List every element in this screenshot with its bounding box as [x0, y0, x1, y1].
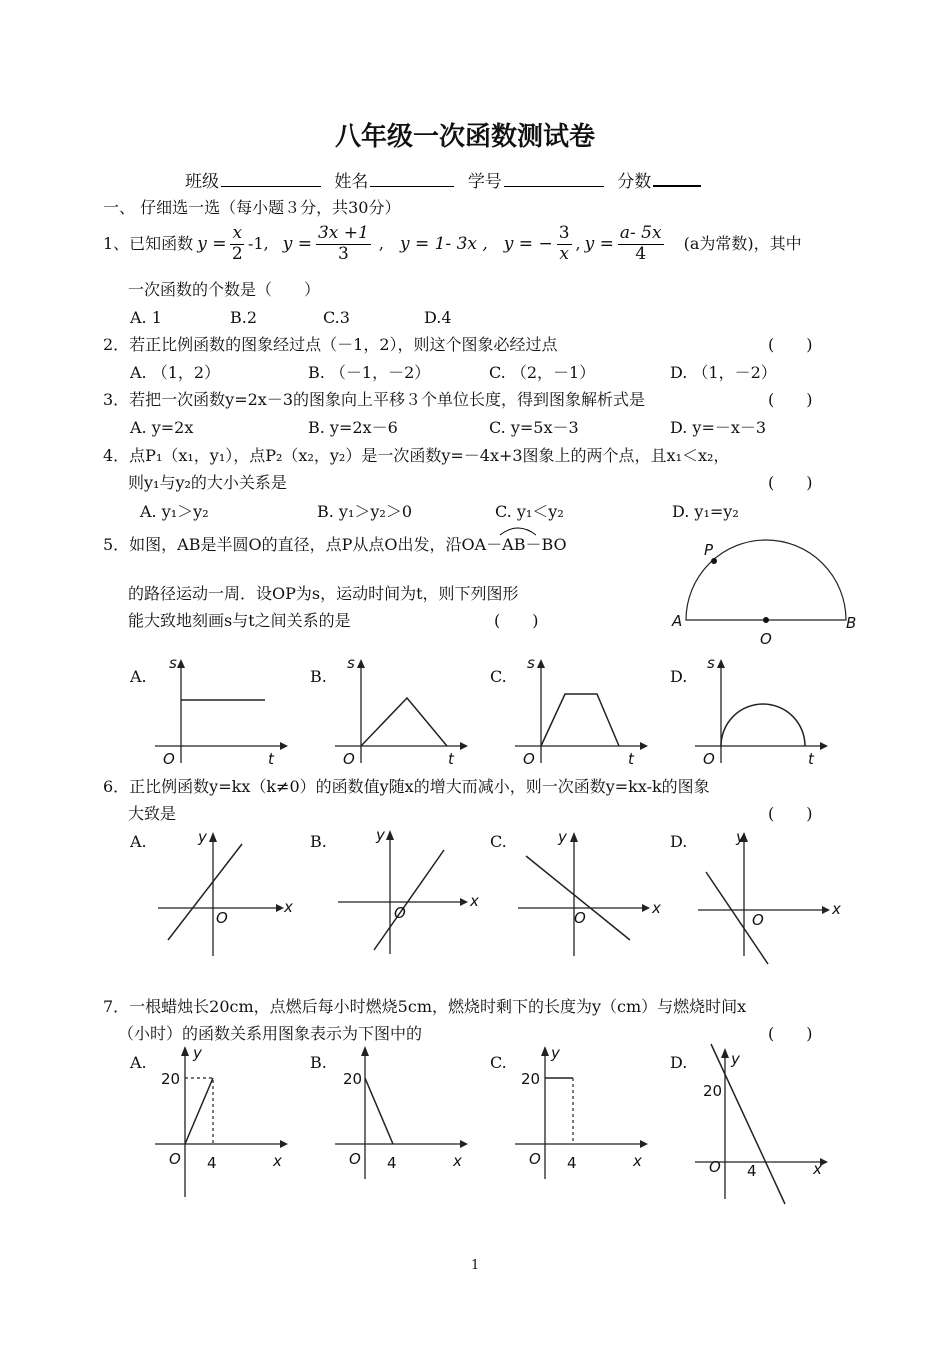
- q3-text: 3．若把一次函数y=2x－3的图象向上平移３个单位长度，得到图象解析式是: [103, 390, 646, 409]
- q5-graph-d: [695, 654, 835, 768]
- q5-graph-a: [155, 654, 295, 768]
- svg-text:y: y: [736, 828, 745, 846]
- q1-line2: 一次函数的个数是（ ）: [128, 280, 321, 299]
- q7-answer-paren[interactable]: ( ): [768, 1024, 813, 1043]
- svg-text:4: 4: [567, 1154, 577, 1172]
- svg-text:y: y: [193, 1044, 202, 1062]
- q7-graph-a: [155, 1044, 305, 1199]
- q1-option-a[interactable]: A. 1: [130, 308, 162, 327]
- q5-option-c[interactable]: C.: [490, 667, 507, 686]
- q2-answer-paren[interactable]: ( ): [768, 335, 813, 354]
- q1-option-c[interactable]: C.3: [323, 308, 350, 327]
- q7-graph-d: [695, 1044, 845, 1209]
- svg-text:O: O: [574, 909, 586, 927]
- q5-option-b[interactable]: B.: [310, 667, 327, 686]
- q1-f3: y = 1- 3x ,: [399, 233, 488, 254]
- number-label: 学号: [467, 172, 502, 192]
- q1-y4: y = −: [503, 233, 553, 254]
- page-number: 1: [471, 1258, 480, 1273]
- svg-text:s: s: [169, 654, 177, 672]
- q1-y1: y =: [197, 233, 227, 254]
- label-a: A: [672, 612, 683, 630]
- number-blank[interactable]: [504, 172, 604, 187]
- q6-option-d[interactable]: D.: [670, 832, 688, 851]
- score-label: 分数: [617, 172, 652, 192]
- q7-option-b[interactable]: B.: [310, 1053, 327, 1072]
- q1-y2: y =: [282, 233, 312, 254]
- svg-text:x: x: [470, 892, 479, 910]
- svg-text:O: O: [752, 911, 764, 929]
- svg-text:y: y: [198, 828, 207, 846]
- q1-frac1: $\frac{x}{2}$: [231, 223, 243, 264]
- q6-graph-c: [518, 828, 668, 963]
- q2-text: 2．若正比例函数的图象经过点（－1，2），则这个图象必经过点: [103, 335, 558, 354]
- q4-option-a[interactable]: A. y₁＞y₂: [140, 502, 209, 521]
- q7-option-a[interactable]: A.: [130, 1053, 147, 1072]
- q6-option-b[interactable]: B.: [310, 832, 327, 851]
- q5-option-d[interactable]: D.: [670, 667, 688, 686]
- q3-option-c[interactable]: C. y=5x－3: [489, 418, 579, 437]
- graph-line: [361, 698, 447, 746]
- graph-line: [541, 694, 619, 746]
- q4-line1: 4．点P₁（x₁，y₁），点P₂（x₂，y₂）是一次函数y=－4x+3图象上的两个点，且x₁＜x₂，: [103, 446, 730, 465]
- q1-suffix: (a为常数)，其中: [683, 234, 802, 254]
- q1-frac4: $\frac{3}{x}$: [558, 223, 570, 264]
- svg-text:s: s: [527, 654, 535, 672]
- q5-graph-c: [515, 654, 655, 768]
- q1-option-d[interactable]: D.4: [424, 308, 452, 327]
- svg-text:t: t: [268, 750, 274, 768]
- q6-graph-b: [338, 826, 488, 961]
- q5-answer-paren[interactable]: ( ): [494, 611, 539, 630]
- label-p: P: [704, 541, 714, 559]
- q7-line2: （小时）的函数关系用图象表示为下图中的: [118, 1024, 423, 1043]
- svg-text:20: 20: [343, 1070, 363, 1088]
- svg-text:O: O: [216, 909, 228, 927]
- graph-line: [374, 850, 444, 950]
- q6-line1: 6．正比例函数y=kx（k≠0）的函数值y随x的增大而减小，则一次函数y=kx-k的图象: [103, 777, 710, 796]
- q2-option-a[interactable]: A. （1，2）: [130, 363, 221, 382]
- svg-text:s: s: [707, 654, 715, 672]
- svg-text:20: 20: [703, 1082, 723, 1100]
- name-blank[interactable]: [370, 172, 454, 187]
- svg-text:y: y: [731, 1050, 740, 1068]
- q1-prefix: 1、已知函数: [103, 234, 194, 254]
- svg-text:x: x: [633, 1152, 642, 1170]
- score-blank[interactable]: [653, 171, 701, 187]
- svg-text:4: 4: [747, 1162, 757, 1180]
- q7-graph-c: [515, 1044, 665, 1184]
- q1-frac2: $\frac{3x +1}{3}$: [317, 223, 369, 264]
- graph-line: [526, 856, 630, 940]
- svg-text:t: t: [628, 750, 634, 768]
- q7-option-d[interactable]: D.: [670, 1053, 688, 1072]
- graph-line: [185, 1078, 213, 1144]
- svg-text:y: y: [376, 826, 385, 844]
- svg-text:O: O: [709, 1158, 721, 1176]
- q3-option-d[interactable]: D. y=－x－3: [670, 418, 767, 437]
- svg-text:O: O: [343, 750, 355, 768]
- svg-text:s: s: [347, 654, 355, 672]
- svg-text:O: O: [394, 904, 406, 922]
- point-o: [763, 617, 769, 623]
- q7-option-c[interactable]: C.: [490, 1053, 507, 1072]
- svg-text:y: y: [551, 1044, 560, 1062]
- svg-text:O: O: [523, 750, 535, 768]
- svg-text:x: x: [453, 1152, 462, 1170]
- q6-graph-d: [698, 828, 848, 968]
- svg-text:4: 4: [387, 1154, 397, 1172]
- q5-line2: 的路径运动一周．设OP为s，运动时间为t，则下列图形: [128, 584, 519, 603]
- q5-line3: 能大致地刻画s与t之间关系的是: [128, 611, 351, 630]
- q1-y5: y =: [584, 233, 614, 254]
- q6-option-a[interactable]: A.: [130, 832, 147, 851]
- q4-answer-paren[interactable]: ( ): [768, 473, 813, 492]
- svg-text:x: x: [273, 1152, 282, 1170]
- svg-text:y: y: [558, 828, 567, 846]
- q3-option-a[interactable]: A. y=2x: [130, 418, 194, 437]
- q3-option-b[interactable]: B. y=2x－6: [308, 418, 398, 437]
- q2-option-c[interactable]: C. （2，－1）: [489, 363, 596, 382]
- svg-text:20: 20: [521, 1070, 541, 1088]
- q6-answer-paren[interactable]: ( ): [768, 804, 813, 823]
- q1-f1-rest: -1,: [248, 234, 269, 254]
- q4-line2: 则y₁与y₂的大小关系是: [128, 473, 287, 492]
- svg-text:O: O: [349, 1150, 361, 1168]
- arc-symbol: [498, 525, 538, 537]
- graph-line: [365, 1078, 393, 1144]
- q5-arc-ab: AB: [502, 537, 525, 553]
- semicircle-figure: [672, 536, 872, 646]
- svg-text:x: x: [813, 1160, 822, 1178]
- svg-text:O: O: [529, 1150, 541, 1168]
- svg-text:t: t: [448, 750, 454, 768]
- q7-line1: 7．一根蜡烛长20cm，点燃后每小时燃烧5cm，燃烧时剩下的长度为y（cm）与燃烧时间x: [103, 997, 747, 1016]
- q5-option-a[interactable]: A.: [130, 667, 147, 686]
- q6-option-c[interactable]: C.: [490, 832, 507, 851]
- q7-graph-b: [335, 1044, 485, 1184]
- q4-option-d[interactable]: D. y₁=y₂: [672, 502, 739, 521]
- svg-text:O: O: [169, 1150, 181, 1168]
- svg-text:O: O: [703, 750, 715, 768]
- graph-line: [168, 844, 242, 940]
- q2-option-b[interactable]: B. （－1，－2）: [308, 363, 431, 382]
- q4-option-b[interactable]: B. y₁＞y₂＞0: [317, 502, 413, 521]
- svg-text:x: x: [832, 900, 841, 918]
- label-o: O: [760, 630, 772, 648]
- q6-line2: 大致是: [128, 804, 177, 823]
- q6-graph-a: [158, 828, 308, 963]
- section-heading: 一、 仔细选一选（每小题３分，共30分）: [103, 198, 401, 217]
- svg-text:20: 20: [161, 1070, 181, 1088]
- label-b: B: [846, 614, 857, 632]
- page-title: 八年级一次函数测试卷: [335, 122, 596, 152]
- graph-line: [711, 1044, 785, 1204]
- q3-answer-paren[interactable]: ( ): [768, 390, 813, 409]
- q5-graph-b: [335, 654, 475, 768]
- info-line: [185, 171, 709, 191]
- q4-option-c[interactable]: C. y₁＜y₂: [495, 502, 564, 521]
- q1-option-b[interactable]: B.2: [230, 308, 258, 327]
- q2-option-d[interactable]: D. （1，－2）: [670, 363, 777, 382]
- q1-frac5: $\frac{a- 5x}{4}$: [619, 223, 662, 264]
- svg-text:x: x: [652, 899, 661, 917]
- svg-text:x: x: [284, 898, 293, 916]
- svg-text:4: 4: [207, 1154, 217, 1172]
- class-blank[interactable]: [221, 172, 321, 187]
- class-label: 班级: [185, 172, 219, 192]
- name-label: 姓名: [334, 172, 369, 192]
- svg-text:O: O: [163, 750, 175, 768]
- q5-line1: 5．如图，AB是半圆O的直径，点P从点O出发，沿OA－ AB－BO: [103, 537, 567, 553]
- graph-line: [721, 704, 805, 746]
- q1-line1: 1、已知函数 y = $\frac{x}{2}$ -1, y = $\frac{3x +1}{3}$ , y = 1- 3x , y = − $\frac{3}{x}$ , y = $\frac{a- 5x}{4}$ (a为常数)，其中: [103, 223, 802, 264]
- svg-text:t: t: [808, 750, 814, 768]
